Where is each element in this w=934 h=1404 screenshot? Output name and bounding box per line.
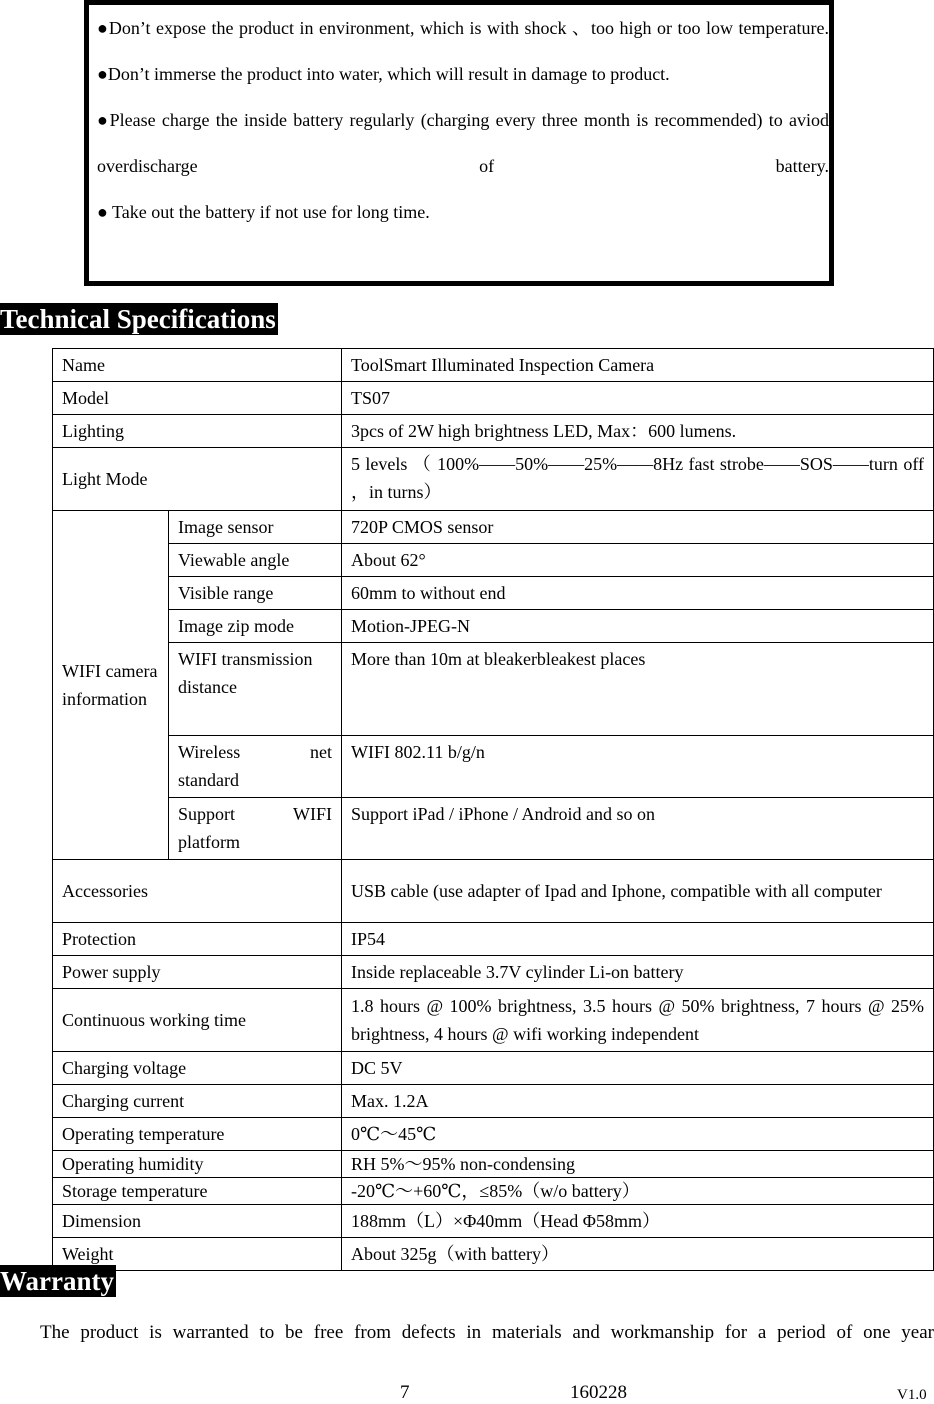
page-number: 7: [400, 1382, 410, 1403]
spec-value: Motion-JPEG-N: [342, 610, 934, 643]
table-row: [53, 1205, 934, 1238]
spec-value: 0℃～45℃: [342, 1118, 934, 1151]
spec-value: More than 10m at bleakerbleakest places: [342, 643, 934, 736]
spec-label: Model: [53, 382, 342, 415]
spec-value: DC 5V: [342, 1052, 934, 1085]
spec-label: Protection: [53, 923, 342, 956]
date-code: 160228: [570, 1382, 627, 1403]
spec-value: 60mm to without end: [342, 577, 934, 610]
spec-label: Continuous working time: [53, 989, 342, 1052]
warranty-paragraph: The product is warranted to be free from defects in materials and workmanship for a period of one year: [40, 1322, 934, 1343]
spec-label: Name: [53, 349, 342, 382]
spec-sublabel: Viewable angle: [169, 544, 342, 577]
spec-value: 188mm（L）×Φ40mm（Head Φ58mm）: [342, 1205, 934, 1238]
spec-value: Inside replaceable 3.7V cylinder Li-on battery: [342, 956, 934, 989]
spec-value: About 325g（with battery）: [342, 1238, 934, 1271]
spec-label: Light Mode: [53, 448, 342, 511]
table-row: [53, 643, 934, 736]
spec-label: Power supply: [53, 956, 342, 989]
spec-value: WIFI 802.11 b/g/n: [342, 736, 934, 798]
spec-value: 5 levels （ 100%——50%——25%——8Hz fast strobe——SOS——turn off ，in turns）: [342, 448, 934, 511]
spec-label: Dimension: [53, 1205, 342, 1238]
spec-value: RH 5%～95% non-condensing: [342, 1151, 934, 1178]
spec-sublabel: Image zip mode: [169, 610, 342, 643]
notice-line-3: ●Please charge the inside battery regularly (charging every three month is recommended) to aviod overdischarge of battery.: [97, 110, 829, 176]
table-row: [53, 415, 934, 448]
table-row: [53, 923, 934, 956]
table-row: [53, 1151, 934, 1178]
spec-label: Accessories: [53, 860, 342, 923]
table-row: [53, 956, 934, 989]
spec-value: 3pcs of 2W high brightness LED, Max：600 lumens.: [342, 415, 934, 448]
spec-value: ToolSmart Illuminated Inspection Camera: [342, 349, 934, 382]
table-row: [53, 1178, 934, 1205]
spec-value: TS07: [342, 382, 934, 415]
warranty-heading: Warranty: [0, 1266, 114, 1296]
safety-notice-box: [84, 0, 834, 286]
spec-label: Weight: [53, 1238, 342, 1271]
notice-line-4: ● Take out the battery if not use for long time.: [97, 202, 430, 222]
spec-label: Operating humidity: [53, 1151, 342, 1178]
specs-heading: Technical Specifications: [0, 304, 276, 334]
spec-value: -20℃～+60℃，≤85%（w/o battery）: [342, 1178, 934, 1205]
spec-value: 720P CMOS sensor: [342, 511, 934, 544]
spec-value: 1.8 hours @ 100% brightness, 3.5 hours @ 50% brightness, 7 hours @ 25% brightness, 4 hours @ wifi working independent: [342, 989, 934, 1052]
table-row: [53, 1238, 934, 1271]
spec-value: Max. 1.2A: [342, 1085, 934, 1118]
spec-sublabel: Visible range: [169, 577, 342, 610]
spec-sublabel: WIFI transmission distance: [169, 643, 342, 736]
spec-value: About 62°: [342, 544, 934, 577]
spec-sublabel: Image sensor: [169, 511, 342, 544]
spec-sublabel: Support WIFI platform: [169, 798, 342, 860]
spec-label: Operating temperature: [53, 1118, 342, 1151]
notice-line-1: ●Don’t expose the product in environment, which is with shock 、too high or too low temperature.: [97, 18, 829, 38]
table-row: [53, 1118, 934, 1151]
specs-table: [52, 348, 934, 1271]
spec-sublabel: Wireless net standard: [169, 736, 342, 798]
spec-label: Charging current: [53, 1085, 342, 1118]
table-row: [53, 989, 934, 1052]
spec-label: Charging voltage: [53, 1052, 342, 1085]
table-row: [53, 349, 934, 382]
spec-value: IP54: [342, 923, 934, 956]
table-row: [53, 448, 934, 511]
table-row: [53, 736, 934, 798]
spec-value: Support iPad / iPhone / Android and so on: [342, 798, 934, 860]
spec-label: Storage temperature: [53, 1178, 342, 1205]
table-row: [53, 382, 934, 415]
spec-label: Lighting: [53, 415, 342, 448]
version-label: V1.0: [897, 1387, 927, 1403]
table-row: [53, 1052, 934, 1085]
table-row: [53, 798, 934, 860]
table-row: [53, 577, 934, 610]
table-row: [53, 511, 934, 544]
table-row: [53, 860, 934, 923]
notice-line-2: ●Don’t immerse the product into water, which will result in damage to product.: [97, 64, 670, 84]
table-row: [53, 1085, 934, 1118]
table-row: [53, 610, 934, 643]
wifi-group-label: WIFI camera information: [53, 511, 169, 860]
spec-value: USB cable (use adapter of Ipad and Iphone, compatible with all computer: [342, 860, 934, 923]
table-row: [53, 544, 934, 577]
